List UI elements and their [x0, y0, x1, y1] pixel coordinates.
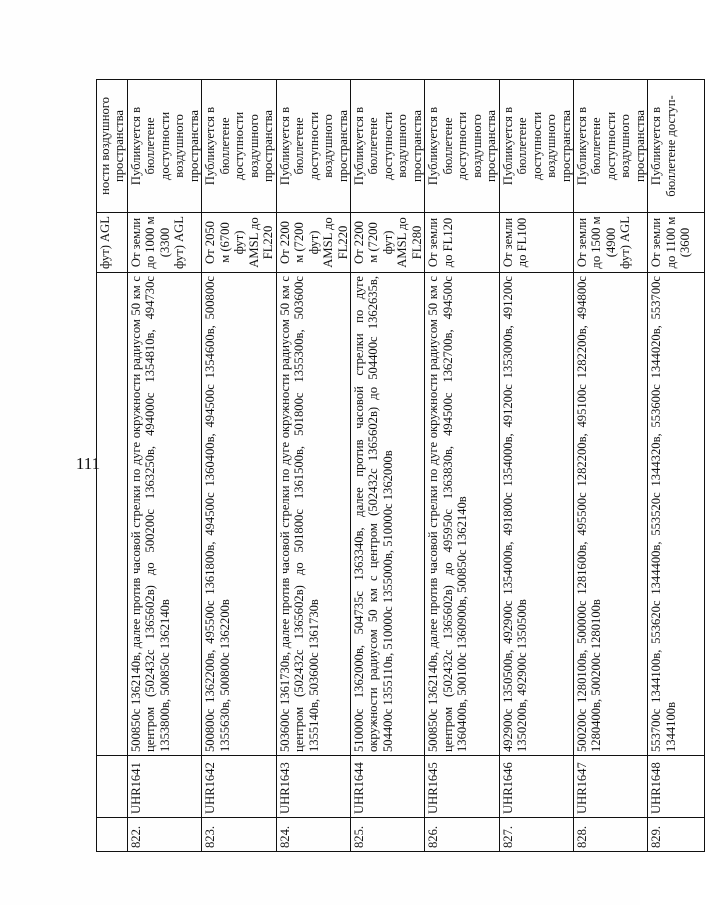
publication-note: Публикуется в бюллетене доступности воздушного пространства: [276, 80, 350, 213]
zone-boundary-description: 500850с 1362140в, далее против часовой стрелки по дуге окружности радиусом 50 км с центром (502432с 1365602в) до 495950с 1363830в, 494500с 1362700в, 494500с 1360400в, 500100с 1360900в, 500850с 1362140в: [425, 273, 499, 756]
rotated-table-container: [96, 80, 693, 852]
publication-note: Публикуется в бюллетене доступ-: [648, 80, 705, 213]
zone-identifier: UHR1641: [127, 756, 201, 818]
vertical-limits: От земли до FL100: [499, 213, 573, 273]
zone-identifier: UHR1644: [350, 756, 424, 818]
zone-boundary-description: 492900с 1350500в, 492900с 1354000в, 491800с 1354000в, 491200с 1353000в, 491200с 1350200в, 492900с 1350500в: [499, 273, 573, 756]
vertical-limits: От 2200 м (7200 фут) AMSL до FL280: [350, 213, 424, 273]
row-number: 825.: [350, 818, 424, 852]
table-row: [202, 80, 276, 852]
table-row: [574, 80, 648, 852]
vertical-limits: От земли до 1100 м (3600: [648, 213, 705, 273]
vertical-limits: От земли до 1500 м (4900 фут) AGL: [574, 213, 648, 273]
row-number: 823.: [202, 818, 276, 852]
zone-identifier: UHR1646: [499, 756, 573, 818]
page-number: 111: [75, 454, 101, 473]
header-cell-id: [97, 756, 128, 818]
vertical-limits: От земли до 1000 м (3300 фут) AGL: [127, 213, 201, 273]
header-cell-limits: фут) AGL: [97, 213, 128, 273]
row-number: 826.: [425, 818, 499, 852]
publication-note: Публикуется в бюллетене доступности воздушного пространства: [127, 80, 201, 213]
header-cell-num: [97, 818, 128, 852]
zone-identifier: UHR1647: [574, 756, 648, 818]
publication-note: Публикуется в бюллетене доступности воздушного пространства: [499, 80, 573, 213]
table-row: [127, 80, 201, 852]
table-header-row: [97, 80, 128, 852]
row-number: 827.: [499, 818, 573, 852]
table-row: [276, 80, 350, 852]
publication-note: Публикуется в бюллетене доступности воздушного пространства: [350, 80, 424, 213]
zone-identifier: UHR1643: [276, 756, 350, 818]
vertical-limits: От 2050 м (6700 фут) AMSL до FL220: [202, 213, 276, 273]
zone-boundary-description: 553700с 1344100в, 553620с 1344400в, 553520с 1344320в, 553600с 1344020в, 553700с 1344100в: [648, 273, 705, 756]
zone-boundary-description: 500800с 1362200в, 495500с 1361800в, 494500с 1360400в, 494500с 1354600в, 500800с 1355630в, 500800с 1362200в: [202, 273, 276, 756]
zone-identifier: UHR1645: [425, 756, 499, 818]
header-cell-desc: [97, 273, 128, 756]
airspace-restriction-table: [96, 79, 705, 852]
publication-note: Публикуется в бюллетене доступности воздушного пространства: [202, 80, 276, 213]
zone-boundary-description: 500850с 1362140в, далее против часовой стрелки по дуге окружности радиусом 50 км с центром (502432с 1365602в) до 500200с 1363250в, 494000с 1354810в, 494730с 1353800в, 500850с 1362140в: [127, 273, 201, 756]
publication-note: Публикуется в бюллетене доступности воздушного пространства: [425, 80, 499, 213]
row-number: 828.: [574, 818, 648, 852]
table-row: [350, 80, 424, 852]
zone-boundary-description: 500200с 1280100в, 500000с 1281600в, 495500с 1282200в, 495100с 1282200в, 494800с 1280400в, 500200с 1280100в: [574, 273, 648, 756]
vertical-limits: От 2200 м (7200 фут) AMSL до FL220: [276, 213, 350, 273]
table-row: [499, 80, 573, 852]
table-row: [425, 80, 499, 852]
row-number: 824.: [276, 818, 350, 852]
header-cell-publication: ности воздушного пространства: [97, 80, 128, 213]
row-number: 822.: [127, 818, 201, 852]
vertical-limits: От земли до FL120: [425, 213, 499, 273]
zone-identifier: UHR1642: [202, 756, 276, 818]
zone-boundary-description: 510000с 1362000в, 504735с 1363340в, далее против часовой стрелки по дуге окружности радиусом 50 км с центром (502432с 1365602в) до 504400с 1362635в, 504400с 1355110в, 510000с 1355000в, 510000с 1362000в: [350, 273, 424, 756]
row-number: 829.: [648, 818, 705, 852]
zone-identifier: UHR1648: [648, 756, 705, 818]
publication-note: Публикуется в бюллетене доступности воздушного пространства: [574, 80, 648, 213]
table-row: [648, 80, 705, 852]
zone-boundary-description: 503600с 1361730в, далее против часовой стрелки по дуге окружности радиусом 50 км с центром (502432с 1365602в) до 501800с 1361500в, 501800с 1355300в, 503600с 1355140в, 503600с 1361730в: [276, 273, 350, 756]
